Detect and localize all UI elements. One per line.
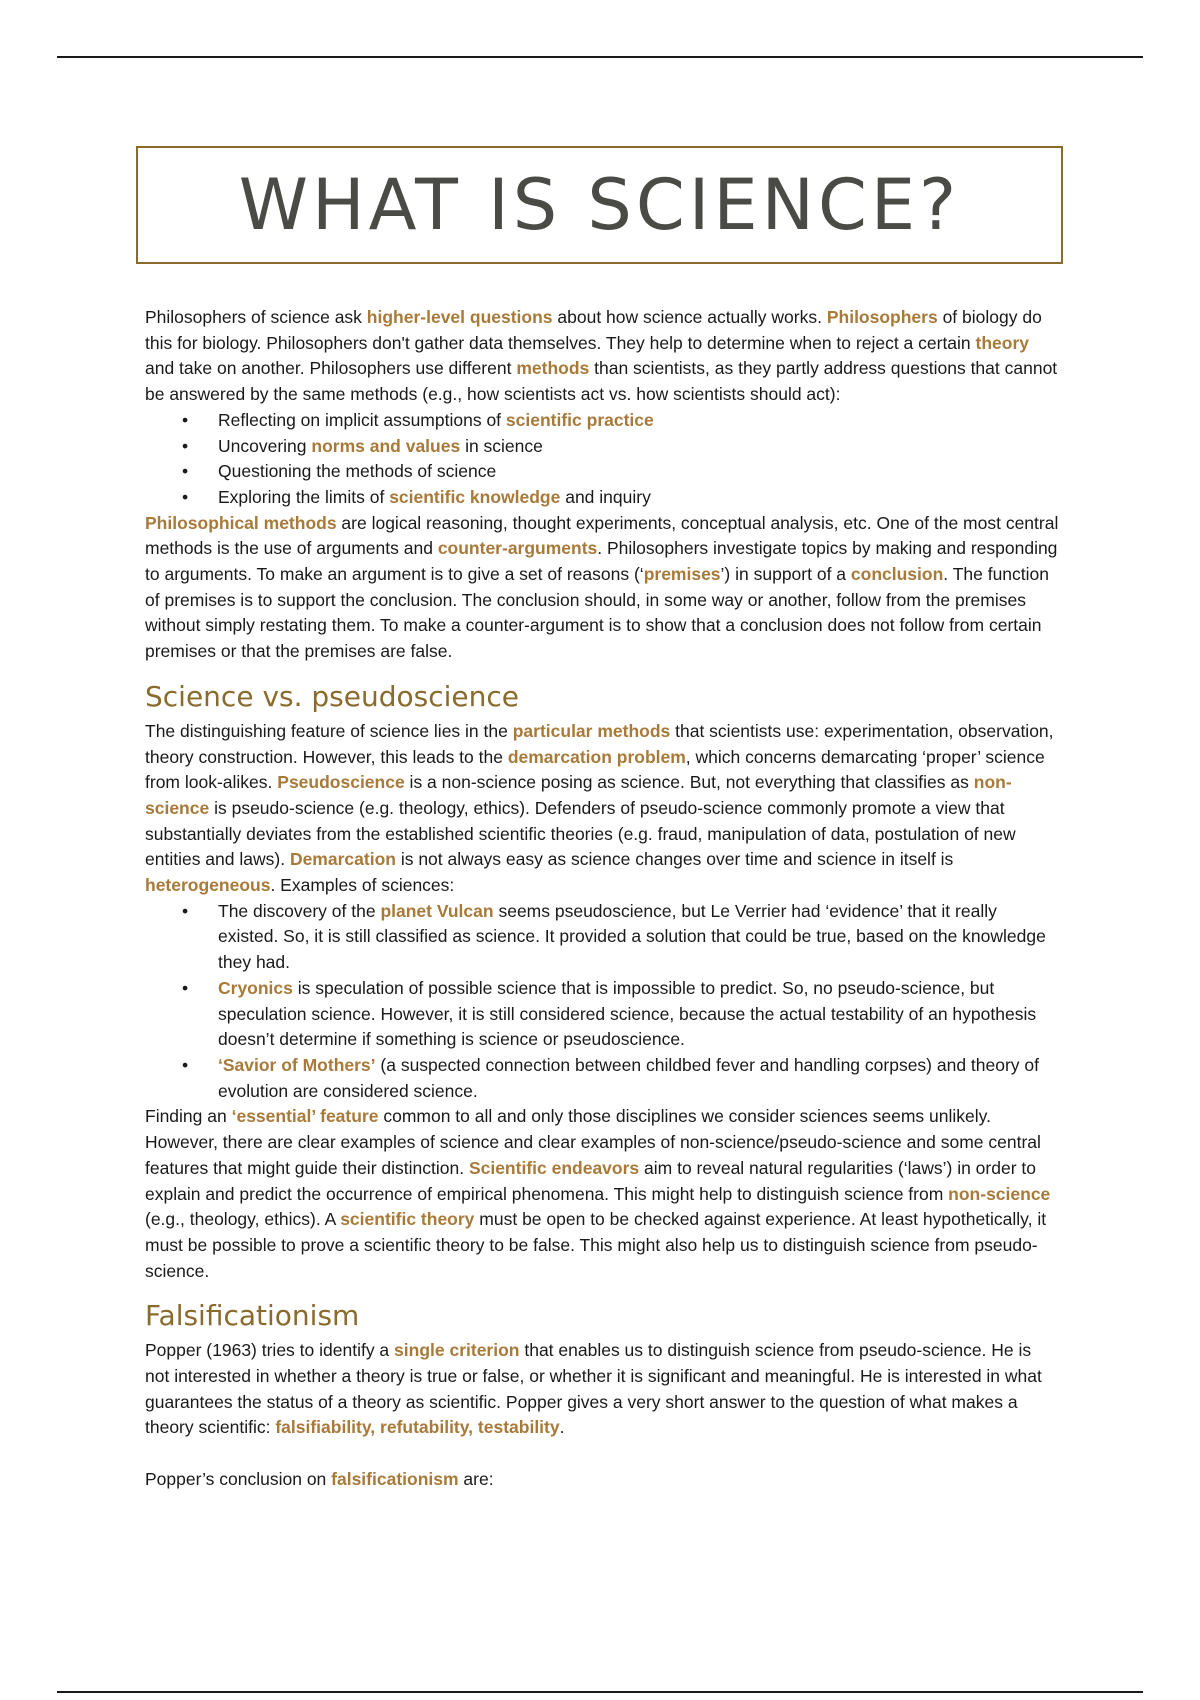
highlighted-term: theory bbox=[975, 332, 1030, 353]
list-item: • Uncovering norms and values in science bbox=[218, 434, 1060, 460]
highlighted-term: non-science bbox=[948, 1183, 1051, 1204]
highlighted-term: premises bbox=[643, 564, 721, 585]
highlighted-term: counter-arguments bbox=[437, 538, 598, 559]
list-item: • Cryonics is speculation of possible science that is impossible to predict. So, no pseudo-science, but speculation science. However, it is still considered science, because the actual testability of an hypothesis doesn’t determine if something is science or pseudoscience. bbox=[218, 976, 1060, 1053]
highlighted-term: methods bbox=[516, 358, 590, 379]
highlighted-term: Scientific endeavors bbox=[468, 1157, 640, 1178]
highlighted-term: falsifiability, refutability, testability bbox=[275, 1417, 560, 1438]
section-heading-pseudoscience: Science vs. pseudoscience bbox=[145, 679, 519, 713]
highlighted-term: scientific knowledge bbox=[389, 486, 561, 507]
highlighted-term: falsificationism bbox=[331, 1469, 459, 1490]
paragraph-spacer bbox=[145, 1441, 1060, 1467]
highlighted-term: Demarcation bbox=[289, 849, 396, 870]
methods-paragraph: Philosophical methods are logical reasoning, thought experiments, conceptual analysis, etc. One of the most central methods is the use of arguments and counter-arguments. Philosophers investigate topics by making and responding to arguments. To make an argument is to give a set of reasons (‘premises’) in support of a conclusion. The function of premises is to support the conclusion. The conclusion should, in some way or another, follow from the premises without simply restating them. To make a counter-argument is to show that a conclusion does not follow from certain premises or that the premises are false. bbox=[145, 512, 1059, 662]
highlighted-term: scientific theory bbox=[340, 1209, 475, 1230]
list-item: • ‘Savior of Mothers’ (a suspected connection between childbed fever and handling corpses) and theory of evolution are considered science. bbox=[218, 1053, 1060, 1104]
highlighted-term: ‘essential’ feature bbox=[231, 1106, 379, 1127]
highlighted-term: higher-level questions bbox=[366, 307, 553, 327]
highlighted-term: planet Vulcan bbox=[380, 900, 494, 921]
highlighted-term: Philosophers bbox=[826, 307, 938, 327]
title-box bbox=[136, 146, 1063, 264]
pseudoscience-paragraph: The distinguishing feature of science lies in the particular methods that scientists use: experimentation, observation, theory construction. However, this leads to the demarcation problem, which concerns demarcating ‘proper’ science from look-alikes. Pseudoscience is a non-science posing as science. But, not everything that classifies as non-science is pseudo-science (e.g. theology, ethics). Defenders of pseudo-science commonly promote a view that substantially deviates from the established scientific theories (e.g. fraud, manipulation of data, postulation of new entities and laws). Demarcation is not always easy as science changes over time and science in itself is heterogeneous. Examples of sciences: bbox=[145, 720, 1054, 896]
highlighted-term: demarcation problem bbox=[507, 746, 686, 767]
highlighted-term: conclusion bbox=[850, 564, 944, 585]
list-item: • The discovery of the planet Vulcan seems pseudoscience, but Le Verrier had ‘evidence’ that it really existed. So, it is still classified as science. It provided a solution that could be true, based on the knowledge they had. bbox=[218, 899, 1060, 976]
popper-conclusion-paragraph: Popper’s conclusion on falsificationism are: bbox=[145, 1469, 494, 1490]
examples-bullet-list bbox=[145, 899, 1060, 1105]
demarcation-paragraph: Finding an ‘essential’ feature common to all and only those disciplines we consider sciences seems unlikely. However, there are clear examples of science and clear examples of non-science/pseudo-science and some central features that might guide their distinction. Scientific endeavors aim to reveal natural regularities (‘laws’) in order to explain and predict the occurrence of empirical phenomena. This might help to distinguish science from non-science (e.g., theology, ethics). A scientific theory must be open to be checked against experience. At least hypothetically, it must be possible to prove a scientific theory to be false. This might also help us to distinguish science from pseudo-science. bbox=[145, 1106, 1051, 1281]
list-item: • Exploring the limits of scientific knowledge and inquiry bbox=[218, 485, 1060, 511]
highlighted-term: particular methods bbox=[512, 720, 671, 741]
highlighted-term: Philosophical methods bbox=[145, 512, 337, 533]
intro-bullet-list bbox=[145, 408, 1060, 511]
highlighted-term: Cryonics bbox=[218, 977, 293, 998]
footer-rule bbox=[57, 1691, 1143, 1693]
highlighted-term: single criterion bbox=[394, 1340, 520, 1361]
popper-paragraph: Popper (1963) tries to identify a single criterion that enables us to distinguish science from pseudo-science. He is not interested in whether a theory is true or false, or whether it is significant and meaningful. He is interested in what guarantees the status of a theory as scientific. Popper gives a very short answer to the question of what makes a theory scientific: falsifiability, refutability, testability. bbox=[145, 1340, 1042, 1438]
highlighted-term: ‘Savior of Mothers’ bbox=[218, 1054, 376, 1075]
highlighted-term: norms and values bbox=[311, 435, 461, 456]
highlighted-term: non-science bbox=[145, 772, 1012, 818]
document-body bbox=[145, 305, 1060, 1493]
highlighted-term: heterogeneous bbox=[145, 875, 271, 896]
list-item: • Questioning the methods of science bbox=[218, 459, 1060, 485]
header-rule bbox=[57, 56, 1143, 58]
page-title: WHAT IS SCIENCE? bbox=[238, 164, 961, 246]
intro-paragraph: Philosophers of science ask higher-level questions about how science actually works. Philosophers of biology do this for biology. Philosophers don't gather data themselves. They help to determine when to reject a certain theory and take on another. Philosophers use different methods than scientists, as they partly address questions that cannot be answered by the same methods (e.g., how scientists act vs. how scientists should act): bbox=[145, 307, 1058, 405]
list-item: • Reflecting on implicit assumptions of scientific practice bbox=[218, 408, 1060, 434]
highlighted-term: scientific practice bbox=[505, 409, 654, 430]
section-heading-falsificationism: Falsificationism bbox=[145, 1299, 360, 1333]
highlighted-term: Pseudoscience bbox=[277, 772, 405, 793]
